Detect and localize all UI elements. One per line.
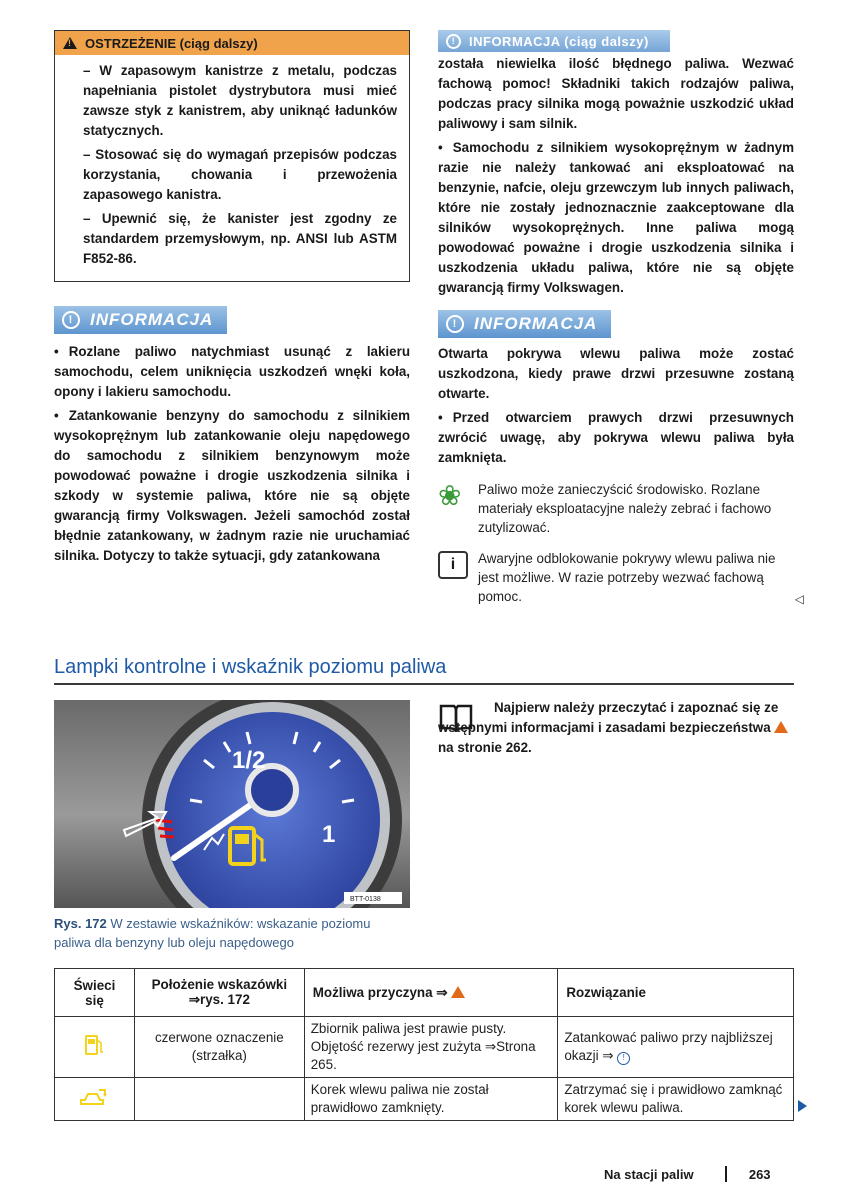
info-note bbox=[438, 549, 804, 606]
info-header bbox=[438, 310, 611, 338]
environment-note bbox=[438, 480, 794, 537]
page-footer bbox=[604, 1166, 771, 1182]
info-header bbox=[54, 306, 227, 334]
info-bullet: • Rozlane paliwo natychmiast usunąć z lakieru samochodu, celem uniknięcia uszkodzeń wnęki koła, opony i lakieru samochodu. bbox=[54, 342, 410, 402]
warning-item: – Upewnić się, że kanister jest zgodny ze standardem przemysłowym, np. ANSI lub ASTM F852-86. bbox=[83, 211, 397, 266]
warning-lights-table bbox=[54, 968, 794, 1121]
fuel-cap-light-cell bbox=[55, 1078, 135, 1121]
footer-section: Na stacji paliw bbox=[604, 1167, 694, 1182]
info-continued-title: INFORMACJA (ciąg dalszy) bbox=[469, 33, 649, 49]
info-continued-header bbox=[438, 30, 670, 52]
header-solution: Rozwiązanie bbox=[558, 969, 794, 1017]
image-code: BTT-0138 bbox=[350, 896, 381, 903]
footer-divider bbox=[725, 1166, 727, 1182]
intro-text-page: na stronie 262. bbox=[438, 740, 532, 755]
table-row bbox=[55, 1078, 794, 1121]
info-circle-icon: ! bbox=[62, 311, 80, 329]
end-mark-icon: ◁ bbox=[794, 592, 804, 606]
info-i-icon: i bbox=[438, 551, 468, 579]
warning-box bbox=[54, 30, 410, 282]
figure-caption bbox=[54, 914, 410, 952]
caption-text: W zestawie wskaźników: wskazanie poziomu paliwa dla benzyny lub oleju napędowego bbox=[54, 916, 371, 950]
solution-cell bbox=[558, 1017, 794, 1078]
header-lights: Świeci się bbox=[55, 969, 135, 1017]
cause-cell: Korek wlewu paliwa nie został prawidłowo zamknięty. bbox=[304, 1078, 558, 1121]
warning-header bbox=[55, 31, 409, 55]
warning-item: – Stosować się do wymagań przepisów podczas korzystania, chowania i przewożenia zapasowego kanistra. bbox=[83, 147, 397, 202]
info-title: INFORMACJA bbox=[90, 310, 214, 329]
gauge-half-label: 1/2 bbox=[232, 747, 266, 774]
info-title: INFORMACJA bbox=[474, 314, 598, 333]
fuel-cap-icon bbox=[79, 1086, 109, 1108]
environment-note-text: Paliwo może zanieczyścić środowisko. Rozlane materiały eksploatacyjne należy zebrać i fachowo zutylizować. bbox=[478, 482, 772, 535]
table-continues-arrow-icon bbox=[798, 1100, 807, 1112]
fuel-gauge-image bbox=[54, 700, 410, 908]
info-continued-text: została niewielka ilość błędnego paliwa. Wezwać fachową pomoc! Składniki takich rodzajów paliwa, podczas pracy silnika mogą poważnie uszkodzić układ paliwowy i sam silnik. bbox=[438, 56, 794, 131]
fuel-reserve-light-cell bbox=[55, 1017, 135, 1078]
warning-item: – W zapasowym kanistrze z metalu, podczas napełniania pistolet dystrybutora musi mieć zawsze styk z kanistrem, aby uniknąć ładunków statycznych. bbox=[83, 63, 397, 138]
warning-triangle-icon bbox=[63, 37, 77, 49]
info-continued-bullet: • Samochodu z silnikiem wysokoprężnym w żadnym razie nie należy tankować ani eksploatować na benzynie, nafcie, oleju grzewczym lub innych paliwach, które nie zostały jednoznacznie zaakceptowane dla silników wysokoprężnych. Inne paliwa mogą powodować poważne i drogie uszkodzenia silnika i uszkodzenia układu paliwa, które nie są objęte gwarancją firmy Volkswagen. bbox=[438, 138, 794, 298]
section-intro bbox=[438, 698, 794, 758]
section-title: Lampki kontrolne i wskaźnik poziomu paliwa bbox=[54, 656, 794, 685]
info-bullet: • Zatankowanie benzyny do samochodu z silnikiem wysokoprężnym lub zatankowanie oleju napędowego do samochodu z silnikiem benzynowym może powodować poważne i drogie uszkodzenia silnika i szkody w systemie paliwa, które nie są objęte gwarancją firmy Volkswagen. Jeżeli samochód został błędnie zatankowany, w żadnym razie nie uruchamiać silnika. Dotyczy to także sytuacji, gdy zatankowana bbox=[54, 406, 410, 566]
info-note-text: Awaryjne odblokowanie pokrywy wlewu paliwa nie jest możliwe. W razie potrzeby wezwać fachową pomoc. bbox=[478, 551, 776, 604]
left-column bbox=[54, 30, 410, 568]
solution-text: Zatankować paliwo przy najbliższej okazji ⇒ bbox=[564, 1030, 773, 1063]
info-right-bullet: • Przed otwarciem prawych drzwi przesuwnych zwrócić uwagę, aby pokrywa wlewu paliwa była zamknięta. bbox=[438, 408, 794, 468]
intro-text: Najpierw należy przeczytać i zapoznać się ze wstępnymi informacjami i zasadami bezpieczeństwa bbox=[438, 700, 779, 735]
header-position-ref: ⇒rys. 172 bbox=[188, 992, 250, 1007]
position-cell bbox=[134, 1078, 304, 1121]
info-right-text: Otwarta pokrywa wlewu paliwa może zostać uszkodzona, kiedy prawe drzwi przesuwne zostaną otwarte. bbox=[438, 346, 794, 401]
info-circle-icon: ! bbox=[617, 1052, 630, 1065]
solution-cell: Zatrzymać się i prawidłowo zamknąć korek wlewu paliwa. bbox=[558, 1078, 794, 1121]
safety-triangle-icon bbox=[774, 721, 788, 733]
right-column bbox=[438, 30, 804, 606]
environment-flower-icon: ❀ bbox=[438, 480, 462, 511]
fuel-pump-icon bbox=[81, 1032, 107, 1058]
header-position-label: Położenie wskazówki bbox=[151, 977, 288, 992]
cause-cell: Zbiornik paliwa jest prawie pusty. Objętość rezerwy jest zużyta ⇒Strona 265. bbox=[304, 1017, 558, 1078]
header-cause bbox=[304, 969, 558, 1017]
header-position bbox=[134, 969, 304, 1017]
warning-title: OSTRZEŻENIE (ciąg dalszy) bbox=[85, 35, 258, 51]
gauge-full-label: 1 bbox=[322, 821, 336, 848]
safety-triangle-icon bbox=[451, 986, 465, 998]
caption-label: Rys. 172 bbox=[54, 916, 107, 931]
position-cell: czerwone oznaczenie (strzałka) bbox=[134, 1017, 304, 1078]
table-header-row bbox=[55, 969, 794, 1017]
info-right bbox=[438, 310, 794, 468]
table-row bbox=[55, 1017, 794, 1078]
warning-body bbox=[55, 55, 409, 281]
info-circle-icon: ! bbox=[446, 34, 461, 49]
header-cause-label: Możliwa przyczyna ⇒ bbox=[312, 984, 448, 1000]
page-number: 263 bbox=[748, 1167, 771, 1182]
info-left bbox=[54, 306, 410, 566]
info-circle-icon: ! bbox=[446, 315, 464, 333]
fuel-gauge-svg bbox=[54, 700, 410, 908]
